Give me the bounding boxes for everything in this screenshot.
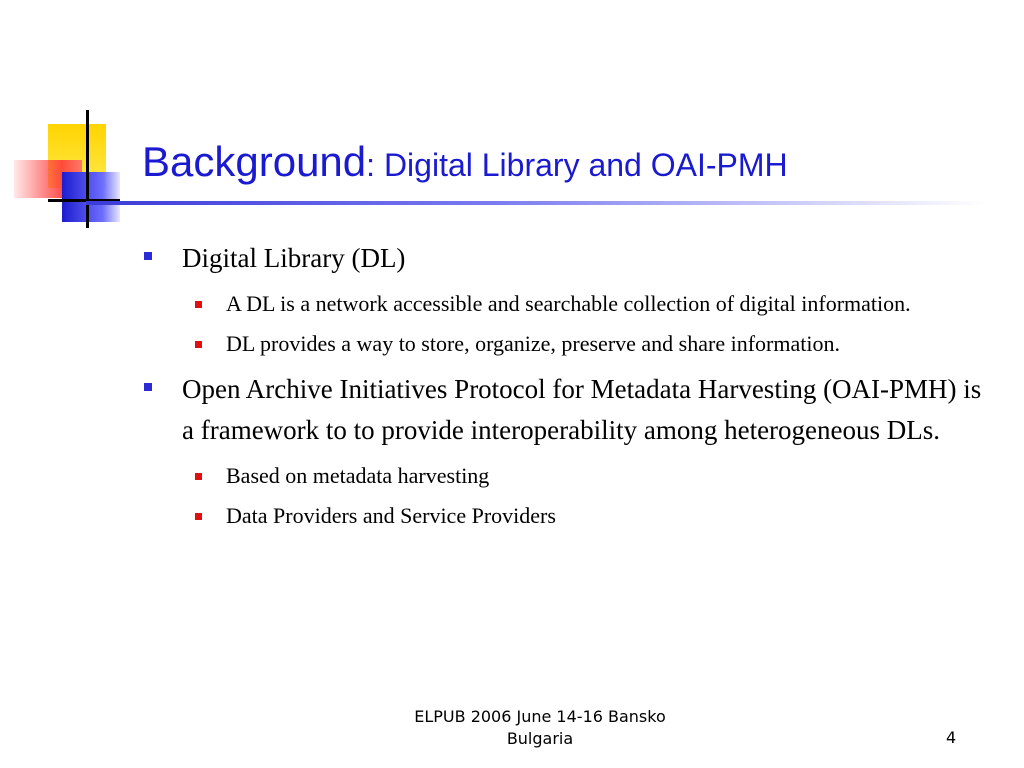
square-bullet-icon: [144, 383, 152, 391]
bullet-text: Open Archive Initiatives Protocol for Metadata Harvesting (OAI-PMH) is a framework to to provide interoperability among heterogeneous DLs.: [182, 374, 982, 445]
footer-line-2: Bulgaria: [506, 729, 574, 748]
square-bullet-icon: [195, 301, 202, 308]
sub-bullet-item: [140, 327, 1000, 361]
square-bullet-icon: [195, 513, 202, 520]
logo-blue-square: [62, 172, 120, 222]
footer-line-1: ELPUB 2006 June 14-16 Bansko: [414, 707, 666, 726]
sub-bullet-list: [140, 287, 1000, 361]
slide-body: [140, 238, 1000, 541]
square-bullet-icon: [144, 252, 152, 260]
bullet-text: Digital Library (DL): [182, 243, 406, 273]
sub-bullet-text: DL provides a way to store, organize, preserve and share information.: [226, 331, 840, 356]
title-underline: [86, 201, 986, 205]
slide-footer: [380, 706, 700, 750]
square-bullet-icon: [195, 473, 202, 480]
logo-vertical-line: [86, 110, 89, 228]
sub-bullet-item: [140, 287, 1000, 321]
page-number: 4: [946, 728, 957, 747]
sub-bullet-text: Based on metadata harvesting: [226, 463, 490, 488]
bullet-item: [140, 238, 1000, 279]
sub-bullet-text: A DL is a network accessible and searchable collection of digital information.: [226, 291, 911, 316]
square-bullet-icon: [195, 341, 202, 348]
sub-bullet-item: [140, 499, 1000, 533]
slide-title: [142, 138, 788, 186]
slide-title-sub: : Digital Library and OAI-PMH: [366, 147, 788, 183]
bullet-item: [140, 369, 1000, 451]
sub-bullet-item: [140, 459, 1000, 493]
sub-bullet-list: [140, 459, 1000, 533]
sub-bullet-text: Data Providers and Service Providers: [226, 503, 556, 528]
slide-title-main: Background: [142, 138, 367, 185]
